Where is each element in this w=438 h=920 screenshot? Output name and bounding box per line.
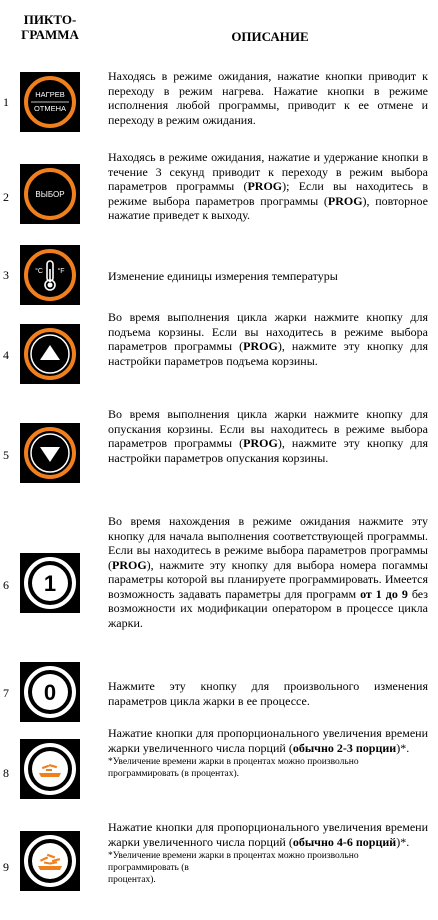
row-description: Нажатие кнопки для пропорционального увеличения времени жарки увеличенного числа порций (обычно 4-6 порций)*. *Увеличение времени жарки в процентах можно произвольно программировать (в процентах). <box>108 820 428 885</box>
table-row <box>0 407 438 487</box>
table-row <box>0 68 438 140</box>
fahrenheit-label: °F <box>57 268 65 275</box>
pictogram-header-line1: ПИКТО- <box>23 12 77 27</box>
table-row <box>0 244 438 308</box>
row-number: 2 <box>3 190 9 204</box>
row-description: Находясь в режиме ожидания, нажатие и удержание кнопки в течение 3 секунд приводит к переходу в режим выбора параметров программы (PROG); Если вы находитесь в режиме выбора параметров программы (PROG), повторное нажатие приведет к выходу. <box>108 150 429 222</box>
small-portions-icon <box>20 739 80 799</box>
row-number: 7 <box>3 686 9 700</box>
row-footnote: *Увеличение времени жарки в процентах можно произвольно программировать (в процентах). <box>108 757 359 779</box>
program-one-label: 1 <box>43 571 57 596</box>
row-description: Изменение единицы измерения температуры <box>108 269 338 283</box>
select-label: ВЫБОР <box>35 190 65 199</box>
row-number: 4 <box>3 348 9 362</box>
row-number: 8 <box>3 766 9 780</box>
cancel-label: ОТМЕНА <box>33 104 67 113</box>
table-row <box>0 820 438 916</box>
row-number: 9 <box>3 860 9 874</box>
row-number: 3 <box>3 268 9 282</box>
row-number: 1 <box>3 95 9 109</box>
row-footnote: *Увеличение времени жарки в процентах можно произвольно программировать (в процентах). <box>108 851 359 885</box>
heat-cancel-button-icon <box>20 72 80 132</box>
thermometer-celsius-fahrenheit-icon <box>20 245 80 305</box>
row-description: Во время выполнения цикла жарки нажмите кнопку для подъема корзины. Если вы находитесь в режиме выбора параметров программы (PROG), нажмите эту кнопку для настройки параметров подъема корзины. <box>108 310 428 368</box>
program-zero-icon <box>20 662 80 722</box>
table-row <box>0 662 438 724</box>
column-header-pictogram <box>10 12 90 42</box>
row-description: Находясь в режиме ожидания, нажатие кнопки приводит к переходу в режим нагрева. Нажатие кнопки в режиме исполнения любой программы, приводит к ее отмене и переходу в режим ожидания. <box>108 69 428 127</box>
arrow-up-icon <box>20 324 80 384</box>
row-description: Нажмите эту кнопку для произвольного изменения параметров цикла жарки в ее процессе. <box>108 679 428 708</box>
row-description: Нажатие кнопки для пропорционального увеличения времени жарки увеличенного числа порций (обычно 2-3 порции)*. *Увеличение времени жарки в процентах можно произвольно программировать (в процентах). <box>108 726 428 779</box>
program-one-icon <box>20 553 80 613</box>
column-header-description: ОПИСАНИЕ <box>231 29 309 44</box>
pictogram-header-line2: ГРАММА <box>21 27 79 42</box>
program-zero-label: 0 <box>43 680 57 705</box>
large-portions-icon <box>20 831 80 891</box>
table-row <box>0 726 438 814</box>
row-number: 6 <box>3 578 9 592</box>
row-description: Во время выполнения цикла жарки нажмите кнопку для опускания корзины. Если вы находитесь в режиме выбора параметров программы (PROG), нажмите эту кнопку для настройки параметров опускания корзины. <box>108 407 428 465</box>
table-row <box>0 310 438 390</box>
table-row <box>0 514 438 662</box>
row-number: 5 <box>3 448 9 462</box>
select-button-icon <box>20 164 80 224</box>
row-description: Во время нахождения в режиме ожидания нажмите эту кнопку для начала выполнения соответствующей программы. Если вы находитесь в режиме выбора параметров программы (PROG), нажмите эту кнопку для выбора номера погаммы параметры которой вы планируете программировать. Имеется возможность задавать параметры для программ от 1 до 9 без возможности их модификации оператором в процессе цикла жарки. <box>108 514 428 630</box>
heat-label: НАГРЕВ <box>35 90 65 99</box>
celsius-label: °C <box>35 268 43 275</box>
arrow-down-icon <box>20 423 80 483</box>
table-row <box>0 150 438 240</box>
